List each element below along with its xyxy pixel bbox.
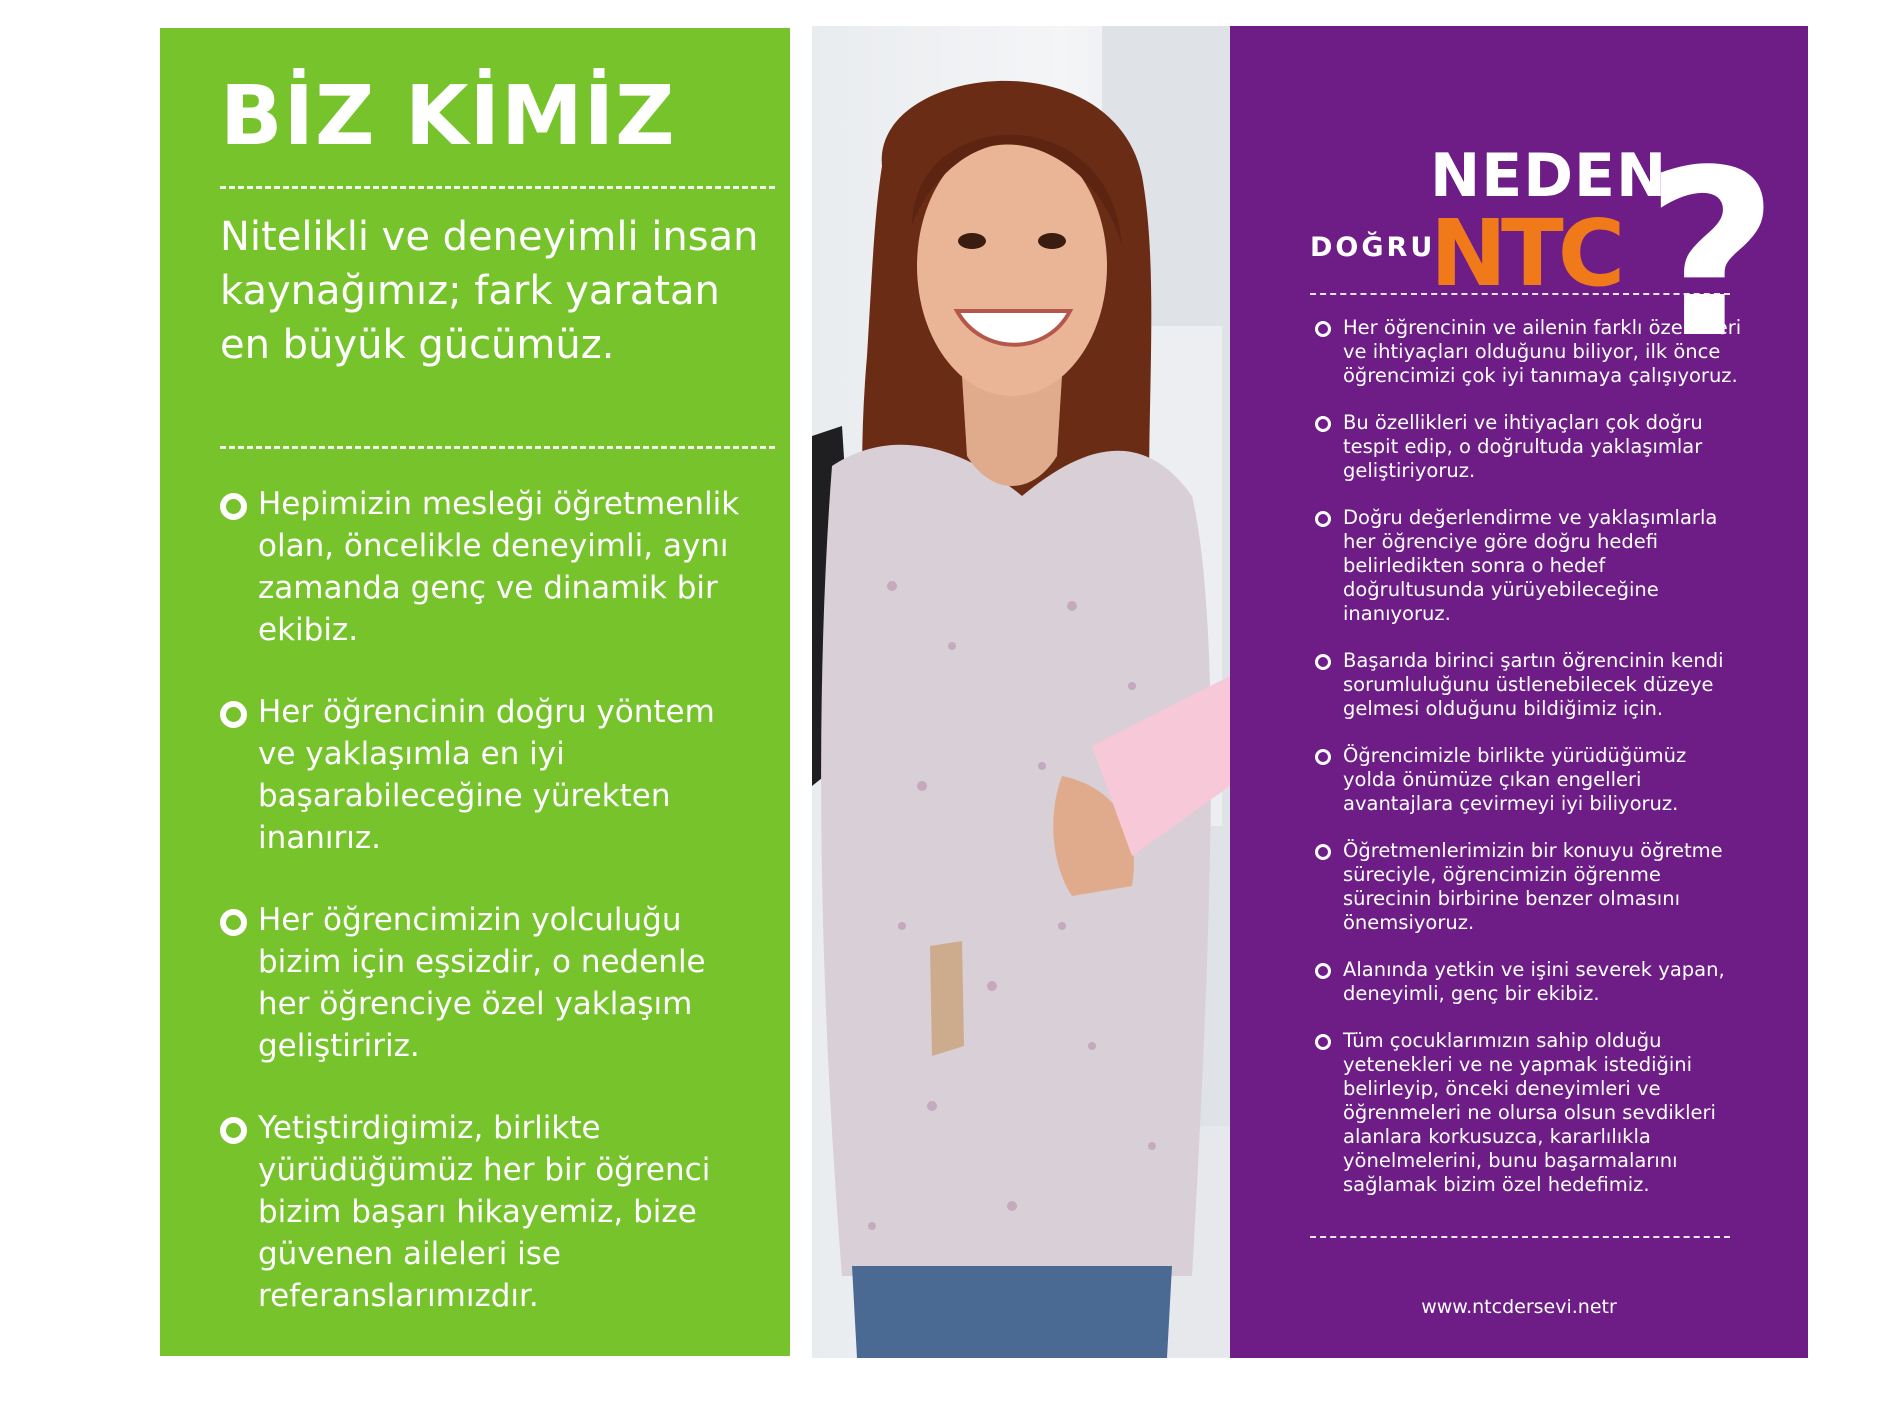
who-we-are-title: BİZ KİMİZ	[220, 69, 676, 164]
list-item: Alanında yetkin ve işini severek yapan, deneyimli, genç bir ekibiz.	[1315, 958, 1745, 1006]
ring-bullet-icon	[1315, 1034, 1331, 1050]
list-item: Başarıda birinci şartın öğrencinin kendi sorumluluğunu üstlenebilecek düzeye gelmesi olduğunu bildiğimiz için.	[1315, 649, 1745, 721]
list-item: Yetiştirdigimiz, birlikte yürüdüğümüz her bir öğrenci bizim başarı hikayemiz, bize güvenen aileleri ise referanslarımızdır.	[220, 1107, 760, 1317]
lead-text: Nitelikli ve deneyimli insan kaynağımız; fark yaratan en büyük gücümüz.	[220, 214, 759, 368]
ring-bullet-icon	[1315, 321, 1331, 337]
list-item: Hepimizin mesleği öğretmenlik olan, öncelikle deneyimli, aynı zamanda genç ve dinamik bir ekibiz.	[220, 483, 760, 651]
ring-bullet-icon	[220, 909, 247, 936]
ring-bullet-icon	[220, 1117, 247, 1144]
ring-bullet-icon	[1315, 654, 1331, 670]
correct-label: DOĞRU	[1310, 232, 1436, 263]
student-illustration	[812, 26, 1230, 1358]
list-item: Öğrencimizle birlikte yürüdüğümüz yolda önümüze çıkan engelleri avantajlara çevirmeyi iyi biliyoruz.	[1315, 744, 1745, 816]
list-item: Her öğrencimizin yolculuğu bizim için eşsizdir, o nedenle her öğrenciye özel yaklaşım geliştiririz.	[220, 899, 760, 1067]
ring-bullet-icon	[1315, 511, 1331, 527]
why-ntc-panel	[1230, 26, 1808, 1358]
website-link[interactable]: www.ntcdersevi.netr	[1421, 1296, 1617, 1318]
svg-text:NTC: NTC	[1430, 201, 1620, 301]
list-item: Öğretmenlerimizin bir konuyu öğretme süreciyle, öğrencimizin öğrenme sürecinin birbirine benzer olmasını önemsiyoruz.	[1315, 839, 1745, 935]
list-item: Doğru değerlendirme ve yaklaşımlarla her öğrenciye göre doğru hedefi belirledikten sonra o hedef doğrultusunda yürüyebileceğine inanıyoruz.	[1315, 506, 1745, 626]
why-heading: NEDEN	[1430, 141, 1668, 211]
ring-bullet-icon	[1315, 749, 1331, 765]
ring-bullet-icon	[220, 701, 247, 728]
divider-bottom	[220, 446, 775, 449]
svg-text:?: ?	[1645, 134, 1779, 384]
list-item: Bu özellikleri ve ihtiyaçları çok doğru tespit edip, o doğrultuda yaklaşımlar geliştiriyoruz.	[1315, 411, 1745, 483]
divider-bottom	[1310, 1236, 1730, 1238]
ntc-logo-icon	[1430, 201, 1640, 301]
list-item: Her öğrencinin ve ailenin farklı özellikleri ve ihtiyaçları olduğunu biliyor, ilk önce öğrencimizi çok iyi tanımaya çalışıyoruz.	[1315, 316, 1745, 388]
divider-top	[220, 186, 775, 189]
ring-bullet-icon	[1315, 844, 1331, 860]
list-item: Her öğrencinin doğru yöntem ve yaklaşımla en iyi başarabileceğine yürekten inanırız.	[220, 691, 760, 859]
ring-bullet-icon	[1315, 963, 1331, 979]
why-ntc-list	[1315, 316, 1745, 1220]
divider-top	[1310, 293, 1730, 295]
who-we-are-panel	[160, 28, 790, 1356]
student-photo	[812, 26, 1230, 1358]
who-we-are-list	[220, 483, 760, 1357]
ring-bullet-icon	[220, 493, 247, 520]
list-item: Tüm çocuklarımızın sahip olduğu yetenekleri ve ne yapmak istediğini belirleyip, önceki deneyimleri ve öğrenmeleri ne olursa olsun sevdikleri alanlara korkusuzca, kararlılıkla yönelmelerini, bunu başarmalarını sağlamak bizim özel hedefimiz.	[1315, 1029, 1745, 1197]
ring-bullet-icon	[1315, 416, 1331, 432]
